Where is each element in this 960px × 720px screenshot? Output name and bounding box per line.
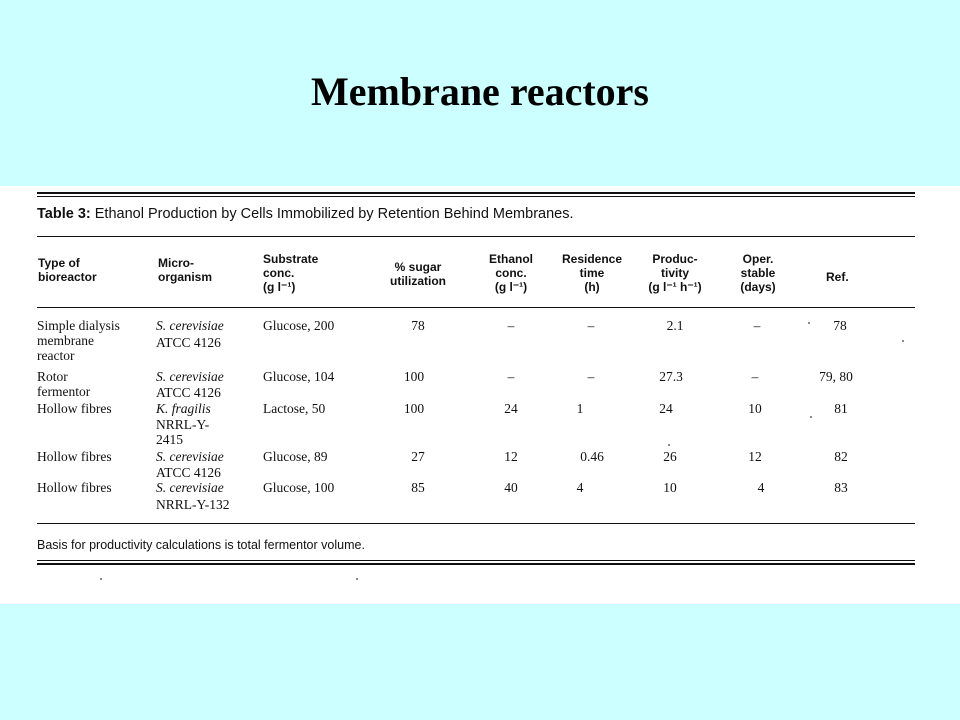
row2-residence-time: – bbox=[587, 369, 595, 384]
row1-residence-time: – bbox=[587, 318, 595, 333]
row5-residence-time: 4 bbox=[576, 480, 584, 495]
scan-speck bbox=[100, 578, 102, 580]
row3-substrate: Lactose, 50 bbox=[263, 401, 326, 416]
table-bottom-rule-thin bbox=[37, 563, 915, 565]
row2-organism: S. cerevisiae bbox=[156, 369, 224, 384]
header-oper-stable: Oper. stable (days) bbox=[740, 252, 776, 294]
row2-strain: ATCC 4126 bbox=[156, 385, 221, 400]
table-top-rule-thin bbox=[37, 196, 915, 197]
row5-ethanol-conc: 40 bbox=[504, 480, 518, 495]
row2-sugar-utilization: 100 bbox=[403, 369, 425, 384]
row3-oper-stable: 10 bbox=[748, 401, 762, 416]
row2-oper-stable: – bbox=[751, 369, 759, 384]
table-top-rule bbox=[37, 192, 915, 194]
row1-bioreactor: Simple dialysis membrane reactor bbox=[37, 318, 120, 363]
header-residence-time: Residence time (h) bbox=[561, 252, 623, 294]
row4-ethanol-conc: 12 bbox=[504, 449, 518, 464]
table-caption bbox=[37, 206, 574, 222]
slide-title: Membrane reactors bbox=[310, 69, 649, 114]
header-ethanol-conc: Ethanol conc. (g l⁻¹) bbox=[489, 252, 533, 294]
row3-ref: 81 bbox=[834, 401, 848, 416]
row3-strain: NRRL-Y- 2415 bbox=[156, 417, 210, 447]
row5-organism: S. cerevisiae bbox=[156, 480, 224, 495]
header-rule bbox=[37, 307, 915, 308]
row2-bioreactor: Rotor fermentor bbox=[37, 369, 91, 399]
table-caption-text: Ethanol Production by Cells Immobilized by Retention Behind Membranes. bbox=[94, 206, 574, 222]
row4-oper-stable: 12 bbox=[748, 449, 762, 464]
row4-substrate: Glucose, 89 bbox=[263, 449, 328, 464]
body-bottom-rule bbox=[37, 523, 915, 524]
header-micro-organism: Micro- organism bbox=[158, 256, 213, 284]
row3-sugar-utilization: 100 bbox=[403, 401, 425, 416]
row3-organism: K. fragilis bbox=[156, 401, 211, 416]
row1-strain: ATCC 4126 bbox=[156, 335, 221, 350]
row2-productivity: 27.3 bbox=[659, 369, 683, 384]
row3-bioreactor: Hollow fibres bbox=[37, 401, 112, 416]
row2-ethanol-conc: – bbox=[507, 369, 515, 384]
table-caption-label: Table 3: bbox=[37, 206, 91, 222]
caption-rule bbox=[37, 236, 915, 237]
row5-strain: NRRL-Y-132 bbox=[156, 497, 230, 512]
row3-residence-time: 1 bbox=[576, 401, 584, 416]
row1-oper-stable: – bbox=[753, 318, 761, 333]
row5-oper-stable: 4 bbox=[757, 480, 765, 495]
header-sugar-utilization: % sugar utilization bbox=[390, 260, 446, 288]
row3-productivity: 24 bbox=[659, 401, 673, 416]
header-ref: Ref. bbox=[826, 270, 849, 284]
header-type-of-bioreactor: Type of bioreactor bbox=[38, 256, 97, 284]
row1-ref: 78 bbox=[833, 318, 847, 333]
scan-speck bbox=[808, 322, 810, 324]
row1-substrate: Glucose, 200 bbox=[263, 318, 335, 333]
row5-bioreactor: Hollow fibres bbox=[37, 480, 112, 495]
row3-ethanol-conc: 24 bbox=[504, 401, 518, 416]
row4-bioreactor: Hollow fibres bbox=[37, 449, 112, 464]
row1-ethanol-conc: – bbox=[507, 318, 515, 333]
row4-organism: S. cerevisiae bbox=[156, 449, 224, 464]
header-substrate-conc: Substrate conc. (g l⁻¹) bbox=[263, 252, 319, 294]
row4-residence-time: 0.46 bbox=[580, 449, 604, 464]
scan-speck bbox=[902, 340, 904, 342]
row4-productivity: 26 bbox=[663, 449, 677, 464]
row5-ref: 83 bbox=[834, 480, 848, 495]
table-bottom-rule bbox=[37, 560, 915, 561]
row2-substrate: Glucose, 104 bbox=[263, 369, 335, 384]
scan-speck bbox=[356, 578, 358, 580]
row4-sugar-utilization: 27 bbox=[411, 449, 425, 464]
table-footnote: Basis for productivity calculations is total fermentor volume. bbox=[37, 538, 365, 552]
row5-sugar-utilization: 85 bbox=[411, 480, 425, 495]
header-productivity: Produc- tivity (g l⁻¹ h⁻¹) bbox=[648, 252, 702, 294]
row1-productivity: 2.1 bbox=[666, 318, 684, 333]
row1-organism: S. cerevisiae bbox=[156, 318, 224, 333]
row2-ref: 79, 80 bbox=[819, 369, 853, 384]
row4-ref: 82 bbox=[834, 449, 848, 464]
row4-strain: ATCC 4126 bbox=[156, 465, 221, 480]
row5-substrate: Glucose, 100 bbox=[263, 480, 335, 495]
row1-sugar-utilization: 78 bbox=[411, 318, 425, 333]
scan-speck bbox=[810, 416, 812, 418]
row5-productivity: 10 bbox=[663, 480, 677, 495]
scan-speck bbox=[668, 444, 670, 446]
